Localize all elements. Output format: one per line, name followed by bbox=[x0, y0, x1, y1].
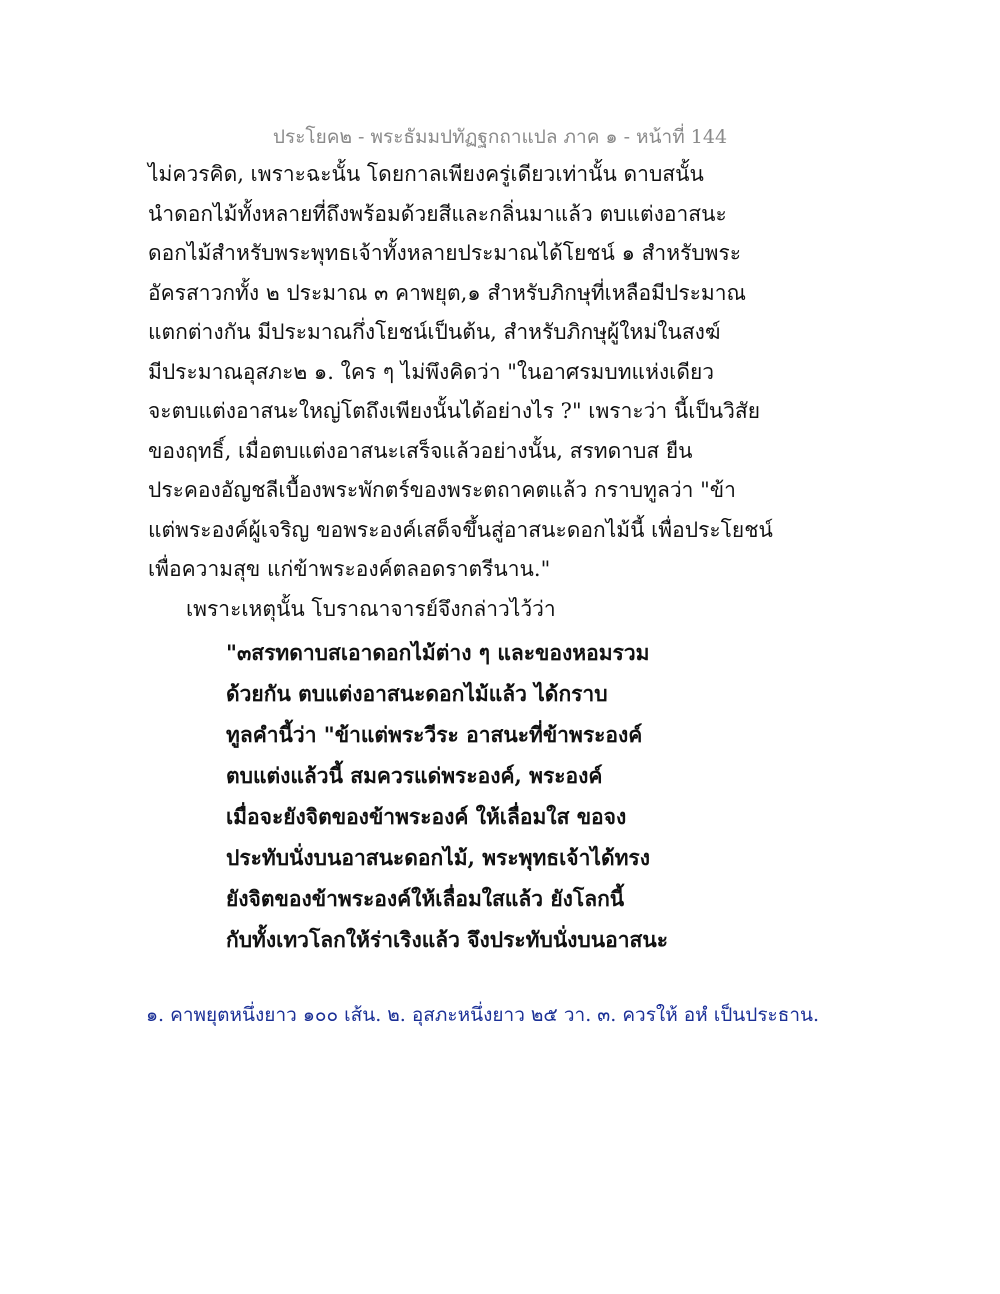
verse-line: เมื่อจะยังจิตของข้าพระองค์ ให้เลื่อมใส ขอจง bbox=[226, 804, 627, 829]
body-line: ดอกไม้สำหรับพระพุทธเจ้าทั้งหลายประมาณได้โยชน์ ๑ สำหรับพระ bbox=[148, 241, 742, 265]
verse-line: กับทั้งเทวโลกให้ร่าเริงแล้ว จึงประทับนั่งบนอาสนะ bbox=[226, 927, 668, 952]
body-line: ไม่ควรคิด, เพราะฉะนั้น โดยกาลเพียงครู่เดียวเท่านั้น ดาบสนั้น bbox=[148, 162, 704, 186]
verse-line: ประทับนั่งบนอาสนะดอกไม้, พระพุทธเจ้าได้ทรง bbox=[226, 845, 650, 870]
body-line: ของฤทธิ์, เมื่อตบแต่งอาสนะเสร็จแล้วอย่างนั้น, สรทดาบส ยืน bbox=[148, 438, 693, 463]
body-line: นำดอกไม้ทั้งหลายที่ถึงพร้อมด้วยสีและกลิ่นมาแล้ว ตบแต่งอาสนะ bbox=[148, 201, 727, 226]
body-line: แต่พระองค์ผู้เจริญ ขอพระองค์เสด็จขึ้นสู่อาสนะดอกไม้นี้ เพื่อประโยชน์ bbox=[148, 517, 773, 542]
body-line: ประคองอัญชลีเบื้องพระพักตร์ของพระตถาคตแล้ว กราบทูลว่า "ข้า bbox=[148, 478, 736, 502]
body-line-indented: เพราะเหตุนั้น โบราณาจารย์จึงกล่าวไว้ว่า bbox=[186, 596, 556, 621]
body-line: มีประมาณอุสภะ๒ ๑. ใคร ๆ ไม่พึงคิดว่า "ในอาศรมบทแห่งเดียว bbox=[148, 359, 715, 384]
body-line: แตกต่างกัน มีประมาณกึ่งโยชน์เป็นต้น, สำหรับภิกษุผู้ใหม่ในสงฆ์ bbox=[148, 320, 721, 344]
body-line: จะตบแต่งอาสนะใหญ่โตถึงเพียงนั้นได้อย่างไร ?" เพราะว่า นี้เป็นวิสัย bbox=[148, 399, 761, 423]
page-header: ประโยค๒ - พระธัมมปทัฏฐกถาแปล ภาค ๑ - หน้าที่ 144 bbox=[272, 126, 728, 148]
verse-line: ทูลคำนี้ว่า "ข้าแต่พระวีระ อาสนะที่ข้าพระองค์ bbox=[226, 722, 643, 747]
verse-line: ยังจิตของข้าพระองค์ให้เลื่อมใสแล้ว ยังโลกนี้ bbox=[226, 886, 625, 911]
verse-block bbox=[226, 632, 886, 960]
verse-line: "๓สรทดาบสเอาดอกไม้ต่าง ๆ และของหอมรวม bbox=[226, 640, 650, 665]
body-line: อัครสาวกทั้ง ๒ ประมาณ ๓ คาพยุต,๑ สำหรับภิกษุที่เหลือมีประมาณ bbox=[148, 280, 747, 305]
body-line: เพื่อความสุข แก่ข้าพระองค์ตลอดราตรีนาน." bbox=[148, 557, 551, 581]
verse-line: ตบแต่งแล้วนี้ สมควรแด่พระองค์, พระองค์ bbox=[226, 763, 603, 788]
footnote: ๑. คาพยุตหนึ่งยาว ๑๐๐ เส้น. ๒. อุสภะหนึ่งยาว ๒๕ วา. ๓. ควรให้ อหํ เป็นประธาน. bbox=[146, 1004, 820, 1026]
verse-line: ด้วยกัน ตบแต่งอาสนะดอกไม้แล้ว ได้กราบ bbox=[226, 681, 608, 706]
body-text bbox=[148, 155, 868, 629]
